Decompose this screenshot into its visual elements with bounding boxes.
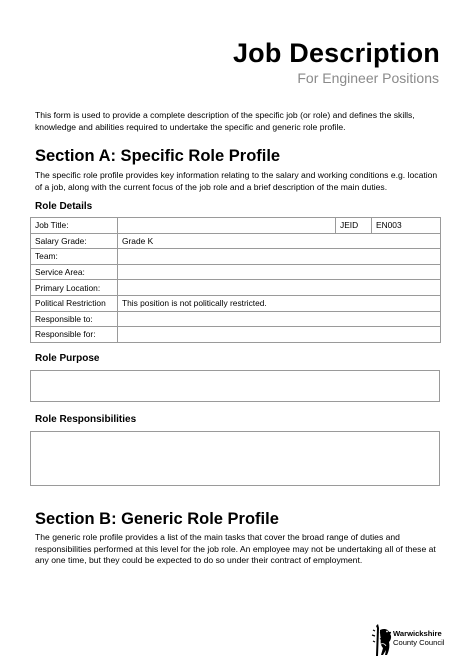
table-row xyxy=(31,264,441,280)
table-row xyxy=(31,218,441,234)
responsible-for-field[interactable] xyxy=(118,327,441,343)
job-title-label: Job Title: xyxy=(31,218,118,234)
table-row xyxy=(31,295,441,311)
political-restriction-label: Political Restriction xyxy=(31,295,118,311)
role-details-table xyxy=(30,217,441,343)
section-b-text: The generic role profile provides a list of the main tasks that cover the broad range of duties and responsibilities performed at this level for the job role. An employee may not be undertaking all of these at any one time, but they could be expected to do so under their contract of employment. xyxy=(35,532,436,565)
role-details-heading: Role Details xyxy=(35,201,93,212)
salary-grade-field[interactable]: Grade K xyxy=(118,233,441,249)
logo-line-2: County Council xyxy=(393,637,445,647)
role-purpose-box[interactable] xyxy=(30,370,440,402)
responsible-to-label: Responsible to: xyxy=(31,311,118,327)
logo-line-1: Warwickshire xyxy=(393,629,442,638)
document-subtitle: For Engineer Positions xyxy=(297,70,439,86)
service-area-label: Service Area: xyxy=(31,264,118,280)
table-row xyxy=(31,327,441,343)
role-responsibilities-heading: Role Responsibilities xyxy=(35,414,137,425)
jeid-label: JEID xyxy=(336,218,372,234)
council-logo-text xyxy=(393,630,445,647)
section-b-heading: Section B: Generic Role Profile xyxy=(35,510,279,528)
table-row xyxy=(31,233,441,249)
jeid-field[interactable]: EN003 xyxy=(372,218,441,234)
intro-paragraph: This form is used to provide a complete description of the specific job (or role) and defines the skills, knowledge and abilities required to undertake the specific and generic role profile. xyxy=(35,110,415,132)
section-a-heading: Section A: Specific Role Profile xyxy=(35,147,281,165)
document-title: Job Description xyxy=(232,38,440,68)
role-responsibilities-box[interactable] xyxy=(30,431,440,486)
primary-location-label: Primary Location: xyxy=(31,280,118,296)
team-label: Team: xyxy=(31,249,118,265)
section-a-text: The specific role profile provides key information relating to the salary and working conditions e.g. location of a job, along with the current focus of the job role and a brief description of the main duties. xyxy=(35,170,438,192)
service-area-field[interactable] xyxy=(118,264,441,280)
political-restriction-field[interactable]: This position is not politically restricted. xyxy=(118,295,441,311)
job-title-field[interactable] xyxy=(118,218,336,234)
primary-location-field[interactable] xyxy=(118,280,441,296)
salary-grade-label: Salary Grade: xyxy=(31,233,118,249)
responsible-for-label: Responsible for: xyxy=(31,327,118,343)
table-row xyxy=(31,311,441,327)
table-row xyxy=(31,249,441,265)
role-purpose-heading: Role Purpose xyxy=(35,353,100,364)
responsible-to-field[interactable] xyxy=(118,311,441,327)
team-field[interactable] xyxy=(118,249,441,265)
table-row xyxy=(31,280,441,296)
